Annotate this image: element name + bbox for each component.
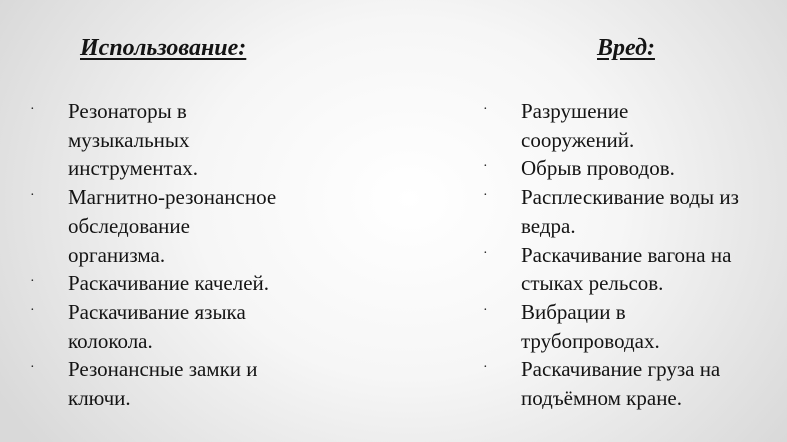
item-line: Вибрации в	[521, 299, 626, 324]
item-line: трубопроводах.	[521, 328, 660, 353]
item-line: Резонансные замки и	[68, 357, 258, 382]
list-item	[483, 97, 783, 154]
bullet-icon: ·	[30, 188, 35, 204]
bullet-icon: ·	[30, 274, 35, 290]
bullet-icon: ·	[30, 302, 35, 318]
list-item	[483, 154, 783, 183]
bullet-icon: ·	[483, 360, 488, 376]
list-item	[483, 355, 783, 412]
item-line: подъёмном кране.	[521, 386, 682, 411]
item-line: Расплескивание воды из	[521, 185, 739, 210]
item-line: обследование	[68, 213, 190, 238]
item-line: Разрушение	[521, 99, 629, 123]
bullet-icon: ·	[483, 245, 488, 261]
list-item	[30, 183, 330, 269]
item-line: организма.	[68, 242, 166, 267]
bullet-icon: ·	[30, 360, 35, 376]
item-line: ведра.	[521, 213, 576, 238]
list-item	[483, 298, 783, 355]
list-item	[483, 183, 783, 240]
list-item	[30, 269, 330, 298]
item-line: Раскачивание качелей.	[68, 271, 270, 296]
item-line: стыках рельсов.	[521, 271, 664, 296]
bullet-icon: ·	[483, 102, 488, 117]
item-line: Обрыв проводов.	[521, 156, 675, 181]
item-line: Раскачивание груза на	[521, 357, 721, 382]
item-line: музыкальных	[68, 127, 190, 152]
item-line: ключи.	[68, 386, 131, 411]
item-line: Магнитно-резонансное	[68, 185, 277, 210]
bullet-icon: ·	[483, 159, 488, 175]
list-item	[30, 355, 330, 412]
item-line: Резонаторы в	[68, 99, 187, 123]
usage-heading: Использование:	[80, 35, 247, 61]
harm-list	[483, 97, 783, 413]
item-line: инструментах.	[68, 156, 199, 181]
item-line: сооружений.	[521, 127, 635, 152]
bullet-icon: ·	[30, 102, 35, 117]
item-line: Раскачивание вагона на	[521, 242, 732, 267]
item-line: колокола.	[68, 328, 153, 353]
bullet-icon: ·	[483, 188, 488, 204]
list-item	[30, 97, 330, 183]
harm-heading: Вред:	[597, 35, 655, 61]
item-line: Раскачивание языка	[68, 299, 246, 324]
usage-list	[30, 97, 330, 413]
bullet-icon: ·	[483, 302, 488, 318]
list-item	[30, 298, 330, 355]
list-item	[483, 241, 783, 298]
